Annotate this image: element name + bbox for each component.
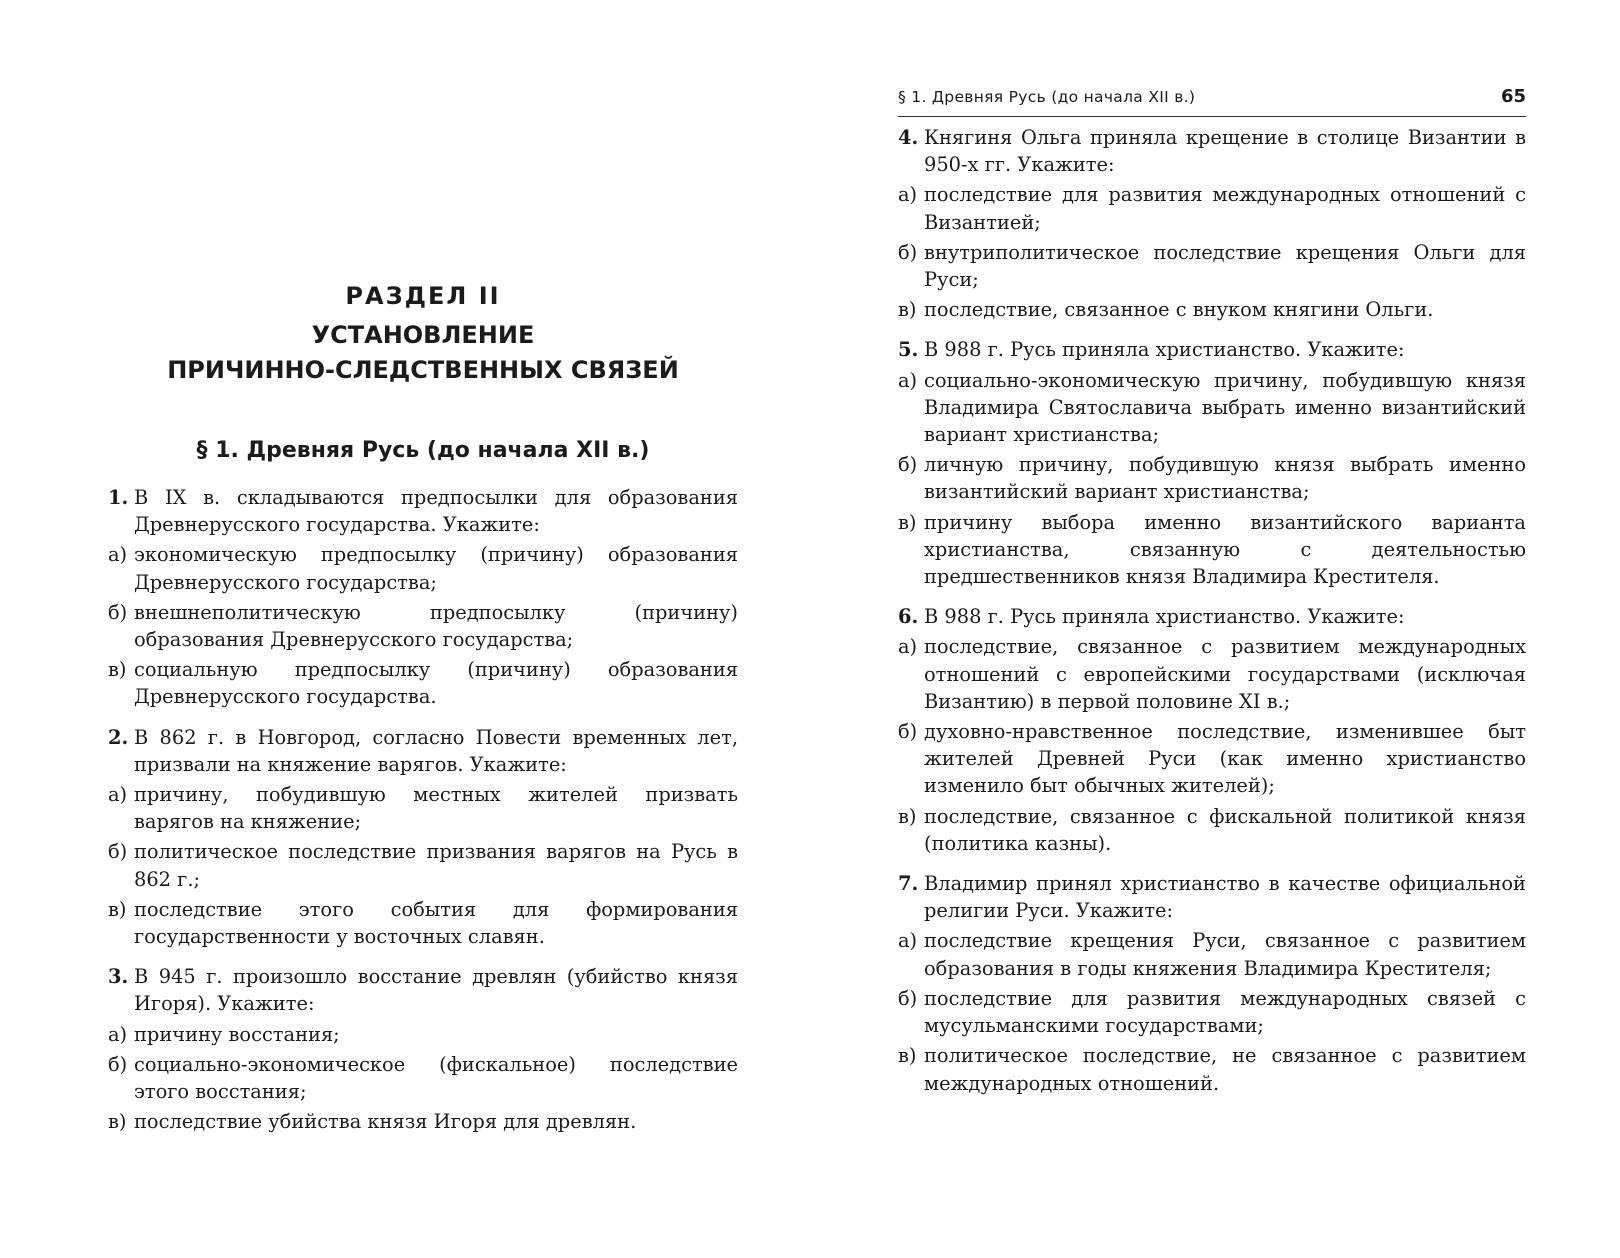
question-stem xyxy=(108,724,738,778)
option-text: социальную предпосылку (причину) образования Древнерусского государства. xyxy=(134,658,738,709)
question-option xyxy=(898,927,1526,981)
question-option xyxy=(108,656,738,710)
question-text: Владимир принял христианство в качестве официальной религии Руси. Укажите: xyxy=(924,872,1526,923)
question-option xyxy=(898,296,1526,323)
question-number: 5. xyxy=(898,338,919,362)
paragraph-heading: § 1. Древняя Русь (до начала XII в.) xyxy=(196,438,650,463)
option-letter: б) xyxy=(898,240,918,264)
option-text: социально-экономическое (фискальное) последствие этого восстания; xyxy=(134,1052,738,1104)
section-title xyxy=(108,318,738,388)
option-text: последствие убийства князя Игоря для древлян. xyxy=(134,1110,637,1134)
option-text: последствие этого события для формирования государственности у восточных славян. xyxy=(134,897,738,949)
question-list xyxy=(108,484,738,1148)
option-letter: б) xyxy=(108,840,128,864)
option-letter: б) xyxy=(108,1052,128,1076)
question-stem xyxy=(108,484,738,538)
option-letter: в) xyxy=(898,1044,917,1068)
question-text: В 988 г. Русь приняла христианство. Укажите: xyxy=(924,338,1405,362)
option-letter: а) xyxy=(898,183,918,207)
option-text: политическое последствие призвания варягов на Русь в 862 г.; xyxy=(134,840,738,891)
option-letter: в) xyxy=(108,1110,127,1134)
running-head-title: § 1. Древняя Русь (до начала XII в.) xyxy=(898,88,1196,106)
running-head xyxy=(898,88,1526,117)
question-number: 2. xyxy=(108,725,129,749)
option-text: причину, побудившую местных жителей призвать варягов на княжение; xyxy=(134,783,738,834)
option-text: последствие для развития международных отношений с Византией; xyxy=(924,183,1526,234)
section-kicker: РАЗДЕЛ II xyxy=(345,282,501,310)
question-text: В IX в. складываются предпосылки для образования Древнерусского государства. Укажите: xyxy=(134,486,738,537)
question-text: В 862 г. в Новгород, согласно Повести временных лет, призвали на княжение варягов. Укажите: xyxy=(134,725,738,776)
option-text: последствие, связанное с развитием международных отношений с европейскими государствами (исключая Византию) в первой половине XI в.; xyxy=(924,635,1526,713)
question-item xyxy=(898,603,1526,857)
question-text: В 945 г. произошло восстание древлян (убийство князя Игоря). Укажите: xyxy=(134,965,738,1016)
question-option xyxy=(108,1108,738,1135)
option-text: политическое последствие, не связанное с развитием международных отношений. xyxy=(924,1044,1526,1095)
question-option xyxy=(108,541,738,595)
section-title-line: УСТАНОВЛЕНИЕ xyxy=(311,321,535,349)
question-item xyxy=(898,336,1526,590)
option-letter: в) xyxy=(108,658,127,682)
question-item xyxy=(108,724,738,951)
page-number: 65 xyxy=(1500,86,1526,107)
option-text: причину выбора именно византийского варианта христианства, связанную с деятельностью предшественников князя Владимира Крестителя. xyxy=(924,510,1526,589)
option-text: последствие, связанное с фискальной политикой князя (политика казны). xyxy=(924,804,1526,855)
question-option xyxy=(108,599,738,653)
option-text: последствие для развития международных связей с мусульманскими государствами; xyxy=(924,986,1526,1038)
option-letter: б) xyxy=(108,600,128,624)
question-option xyxy=(898,181,1526,235)
option-text: последствие крещения Руси, связанное с развитием образования в годы княжения Владимира Крестителя; xyxy=(924,929,1526,980)
question-stem xyxy=(898,336,1526,363)
option-letter: а) xyxy=(108,543,128,567)
question-number: 1. xyxy=(108,486,129,509)
option-letter: в) xyxy=(898,804,917,828)
section-title-line: ПРИЧИННО-СЛЕДСТВЕННЫХ СВЯЗЕЙ xyxy=(167,356,679,384)
option-text: социально-экономическую причину, побудившую князя Владимира Святославича выбрать именно византийский вариант христианства; xyxy=(924,368,1526,447)
question-text: Княгиня Ольга приняла крещение в столице Византии в 950-х гг. Укажите: xyxy=(924,126,1526,177)
question-item xyxy=(108,963,738,1135)
question-option xyxy=(898,509,1526,591)
option-letter: а) xyxy=(108,1022,128,1046)
question-option xyxy=(898,803,1526,857)
question-stem xyxy=(898,124,1526,178)
question-option xyxy=(898,633,1526,715)
option-text: внешнеполитическую предпосылку (причину) образования Древнерусского государства; xyxy=(134,600,738,652)
question-item xyxy=(898,870,1526,1097)
option-letter: б) xyxy=(898,986,918,1010)
question-option xyxy=(898,985,1526,1039)
option-letter: б) xyxy=(898,453,918,477)
option-text: экономическую предпосылку (причину) образования Древнерусского государства; xyxy=(134,543,738,594)
question-stem xyxy=(108,963,738,1017)
option-letter: б) xyxy=(898,720,918,744)
option-letter: в) xyxy=(898,510,917,534)
question-item xyxy=(898,124,1526,323)
question-number: 4. xyxy=(898,126,919,149)
option-letter: в) xyxy=(898,298,917,322)
option-text: последствие, связанное с внуком княгини Ольги. xyxy=(924,298,1434,322)
question-option xyxy=(108,1051,738,1105)
question-option xyxy=(898,718,1526,800)
option-letter: а) xyxy=(108,783,128,807)
question-stem xyxy=(898,603,1526,630)
question-list xyxy=(898,124,1526,1110)
option-text: внутриполитическое последствие крещения Ольги для Руси; xyxy=(924,240,1526,292)
option-letter: а) xyxy=(898,635,918,659)
question-item xyxy=(108,484,738,711)
question-option xyxy=(898,451,1526,505)
option-letter: а) xyxy=(898,368,918,392)
question-option xyxy=(898,367,1526,449)
question-option xyxy=(898,239,1526,293)
question-text: В 988 г. Русь приняла христианство. Укажите: xyxy=(924,605,1405,629)
question-option xyxy=(108,896,738,950)
option-letter: а) xyxy=(898,929,918,953)
question-option xyxy=(108,838,738,892)
question-option xyxy=(898,1042,1526,1096)
option-letter: в) xyxy=(108,897,127,921)
question-stem xyxy=(898,870,1526,924)
question-number: 3. xyxy=(108,965,129,989)
question-option xyxy=(108,781,738,835)
option-text: причину восстания; xyxy=(134,1022,340,1046)
question-number: 7. xyxy=(898,872,919,896)
option-text: личную причину, побудившую князя выбрать именно византийский вариант христианства; xyxy=(924,453,1526,504)
question-number: 6. xyxy=(898,605,919,629)
question-option xyxy=(108,1021,738,1048)
option-text: духовно-нравственное последствие, изменившее быт жителей Древней Руси (как именно христианство изменило быт обычных жителей); xyxy=(924,720,1526,798)
